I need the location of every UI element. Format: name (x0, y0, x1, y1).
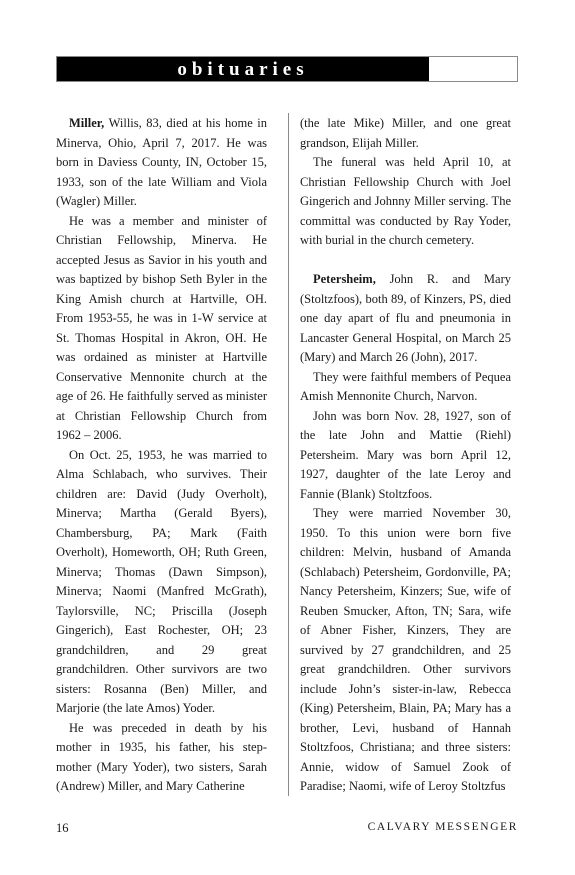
obituary-name: Petersheim, (313, 272, 376, 286)
paragraph-continued: (the late Mike) Miller, and one great grandson, Elijah Miller. (300, 116, 511, 150)
paragraph: On Oct. 25, 1953, he was married to Alma Schlabach, who survives. Their children are: David (Judy Overholt), Minerva; Martha (Gerald Byers), Chambersburg, PA; Mark (Faith Overholt), Homeworth, OH; Ruth Green, Minerva; Thomas (Dawn Simpson), Minerva; Naomi (Manfred McGrath), Taylorsville, NC; Priscilla (Joseph Gingerich), East Rochester, OH; 23 grandchildren, and 29 great grandchildren. Other survivors are two sisters: Rosanna (Ben) Miller, and Marjorie (the late Amos) Yoder. (56, 447, 267, 715)
column-divider (288, 113, 289, 796)
paragraph-text: John R. and Mary (Stoltzfoos), both 89, of Kinzers, PS, died one day apart of flu and pneumonia in Lancaster General Hospital, on March 25 (Mary) and March 26 (John), 2017. (300, 272, 511, 364)
section-header (56, 56, 518, 82)
section-title: obituaries (177, 59, 309, 80)
paragraph: John was born Nov. 28, 1927, son of the late John and Mattie (Riehl) Petersheim. Mary was born April 12, 1927, daughter of the late Leroy and Fannie (Blank) Stoltzfoos. (300, 408, 511, 501)
left-column (56, 114, 267, 797)
obituary-miller-intro (56, 114, 267, 212)
paragraph-text: Willis, 83, died at his home in Minerva, Ohio, April 7, 2017. He was born in Daviess County, IN, October 15, 1933, son of the late William and Viola (Wagler) Miller. (56, 116, 267, 208)
publication-name: CALVARY MESSENGER (367, 821, 518, 833)
obituary-petersheim-intro (300, 270, 511, 368)
paragraph: He was preceded in death by his mother in 1935, his father, his step-mother (Mary Yoder), two sisters, Sarah (Andrew) Miller, and Mary Catherine (56, 720, 267, 793)
paragraph: They were faithful members of Pequea Amish Mennonite Church, Narvon. (300, 369, 511, 403)
obituary-name: Miller, (69, 116, 105, 130)
paragraph: The funeral was held April 10, at Christian Fellowship Church with Joel Gingerich and Johnny Miller serving. The committal was conducted by Ray Yoder, with burial in the church cemetery. (300, 155, 511, 247)
page-number: 16 (56, 821, 69, 835)
paragraph: He was a member and minister of Christian Fellowship, Minerva. He accepted Jesus as Savior in his youth and was baptized by bishop Seth Byler in the King Amish church at Hartville, OH. From 1953-55, he was in 1-W service at St. Thomas Hospital in Akron, OH. He was ordained as minister at Hartville Conservative Mennonite church at the age of 26. He faithfully served as minister at Christian Fellowship Church from 1962 – 2006. (56, 213, 267, 442)
paragraph: They were married November 30, 1950. To this union were born five children: Melvin, husband of Amanda (Schlabach) Petersheim, Gordonville, PA; Nancy Petersheim, Kinzers; Sue, wife of Reuben Smucker, Afton, TN; Sara, wife of Abner Fisher, Kinzers, They are survived by 27 grandchildren, and 25 great grandchildren. Other survivors include John’s sister-in-law, Rebecca (King) Petersheim, Blain, PA; Mary has a brother, Levi, husband of Hannah Stoltzfoos, Christiana; and three sisters: Annie, widow of Samuel Zook of Paradise; Naomi, wife of Leroy Stoltzfus (300, 506, 511, 793)
right-column (300, 114, 511, 797)
